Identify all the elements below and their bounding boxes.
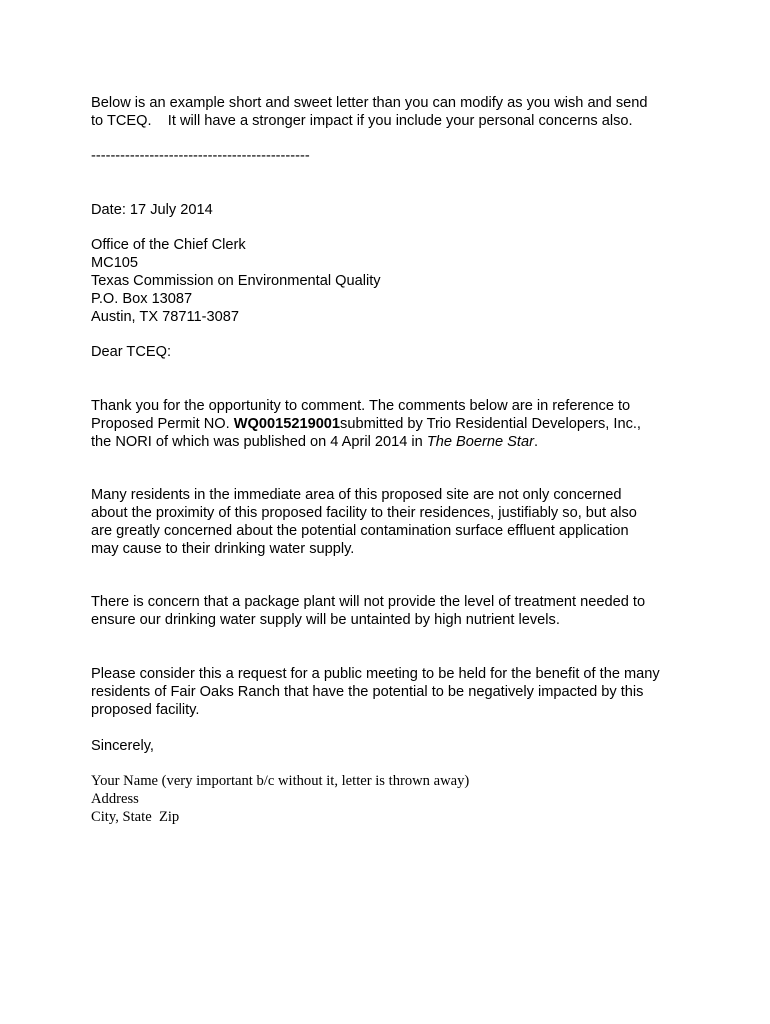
intro-line-1: Below is an example short and sweet letter than you can modify as you wish and send	[91, 95, 648, 111]
para1-line-2-pre: Proposed Permit NO.	[91, 416, 234, 432]
salutation: Dear TCEQ:	[91, 344, 172, 360]
signature-name: Your Name (very important b/c without it, letter is thrown away)	[91, 773, 470, 789]
paragraph-residents-concern	[91, 486, 730, 558]
para4-line-2: residents of Fair Oaks Ranch that have the potential to be negatively impacted by this	[91, 684, 644, 700]
address-line-3: Texas Commission on Environmental Quality	[91, 273, 381, 289]
para1-line-3-pre: the NORI of which was published on 4 April 2014 in	[91, 434, 427, 450]
para2-line-3: are greatly concerned about the potential contamination surface effluent application	[91, 523, 629, 539]
permit-number: WQ0015219001	[233, 416, 341, 432]
para1-line-2	[91, 415, 730, 433]
para1-line-1: Thank you for the opportunity to comment. The comments below are in reference to	[91, 398, 631, 414]
paragraph-meeting-request	[91, 665, 730, 719]
para1-line-2-post: submitted by Trio Residential Developers, Inc.,	[340, 416, 641, 432]
para2-line-1: Many residents in the immediate area of this proposed site are not only concerned	[91, 487, 622, 503]
para4-line-1: Please consider this a request for a public meeting to be held for the benefit of the many	[91, 666, 660, 682]
paragraph-treatment-concern	[91, 593, 730, 629]
para2-line-2: about the proximity of this proposed facility to their residences, justifiably so, but also	[91, 505, 637, 521]
address-line-4: P.O. Box 13087	[91, 291, 193, 307]
para1-line-3-post: .	[533, 434, 539, 450]
para1-line-3	[91, 433, 730, 451]
para3-line-1: There is concern that a package plant will not provide the level of treatment needed to	[91, 594, 646, 610]
newspaper-name: The Boerne Star	[426, 434, 534, 450]
para4-line-3: proposed facility.	[91, 702, 200, 718]
address-line-2: MC105	[91, 255, 139, 271]
para2-line-4: may cause to their drinking water supply.	[91, 541, 355, 557]
intro-paragraph	[91, 94, 730, 130]
intro-line-2: to TCEQ. It will have a stronger impact if you include your personal concerns also.	[91, 113, 633, 129]
para3-line-2: ensure our drinking water supply will be untainted by high nutrient levels.	[91, 612, 560, 628]
paragraph-permit-reference	[91, 397, 730, 451]
address-line-5: Austin, TX 78711-3087	[91, 309, 239, 325]
signature-city: City, State Zip	[91, 809, 180, 825]
closing: Sincerely,	[91, 738, 154, 754]
address-line-1: Office of the Chief Clerk	[91, 237, 246, 253]
letter-date: Date: 17 July 2014	[91, 202, 213, 218]
separator-line: ---------------------------------------------	[91, 148, 310, 164]
recipient-address	[91, 236, 730, 326]
signature-address: Address	[91, 791, 139, 807]
signature-block	[91, 772, 730, 826]
